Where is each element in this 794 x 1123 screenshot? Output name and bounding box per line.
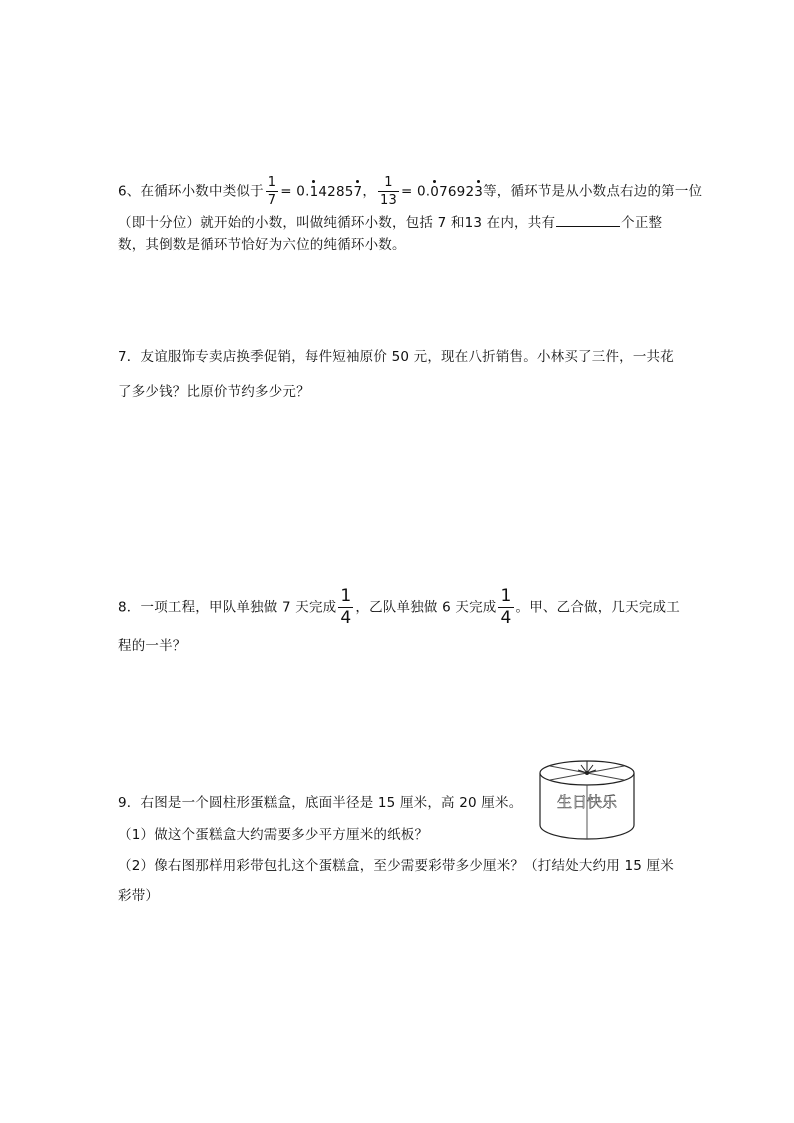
q9-sub-2: （2）像右图那样用彩带包扎这个蛋糕盒，至少需要彩带多少厘米？（打结处大约用 15 厘米 <box>118 858 674 874</box>
q7-line-1: 7．友谊服饰专卖店换季促销，每件短袖原价 50 元，现在八折销售。小林买了三件，一共花 <box>118 349 674 365</box>
q6-line-3: 数，其倒数是循环节恰好为六位的纯循环小数。 <box>118 237 406 253</box>
q9-line-1: 9．右图是一个圆柱形蛋糕盒，底面半径是 15 厘米，高 20 厘米。 <box>118 795 523 811</box>
q8-line-1: 8．一项工程，甲队单独做 7 天完成 $\frac{1}{4}$ ，乙队单独做 6 天完成 $\frac{1}{4}$ 。甲、乙合做，几天完成工 <box>118 586 680 628</box>
q7-line-2: 了多少钱？比原价节约多少元？ <box>118 384 310 400</box>
fraction-one-thirteenth: $\frac{1}{13}$ <box>380 175 397 208</box>
q6-text: 6、在循环小数中类似于 <box>118 183 264 200</box>
repeating-decimal-2: 076923 <box>430 183 484 200</box>
cake-label: 生日快乐 <box>556 793 618 811</box>
answer-blank[interactable] <box>556 214 620 227</box>
fraction-one-quarter-a: $\frac{1}{4}$ <box>340 586 352 628</box>
q9-sub-2-cont: 彩带） <box>118 888 160 904</box>
q9-sub-1: （1）做这个蛋糕盒大约需要多少平方厘米的纸板？ <box>118 827 429 843</box>
cake-box-illustration <box>538 757 638 843</box>
q6-line-1: 6、在循环小数中类似于 $\frac{1}{7}$ = 0.142857， $\frac{1}{13}$ = 0.076923等，循环节是从小数点右边的第一位 <box>118 175 703 208</box>
repeating-decimal-1: 142857 <box>309 183 363 200</box>
q6-line-2: （即十分位）就开始的小数，叫做纯循环小数，包括 7 和13 在内，共有 个正整 <box>118 215 663 231</box>
q8-line-2: 程的一半？ <box>118 638 187 654</box>
fraction-one-seventh: $\frac{1}{7}$ <box>267 175 277 208</box>
fraction-one-quarter-b: $\frac{1}{4}$ <box>500 586 512 628</box>
